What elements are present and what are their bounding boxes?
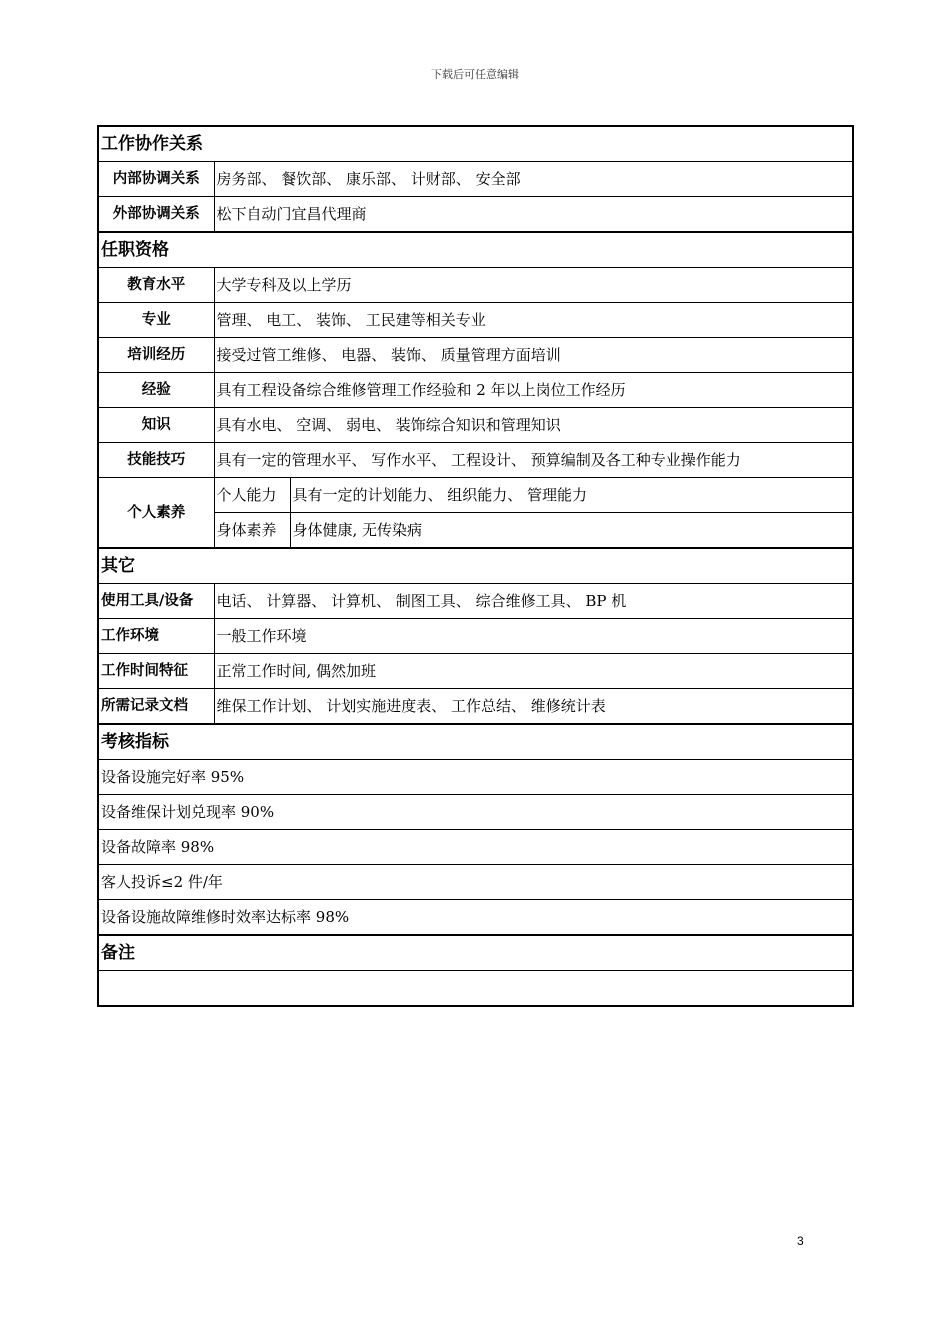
sub-label: 个人能力 <box>214 478 290 513</box>
section-heading: 任职资格 <box>98 232 853 268</box>
kpi-item: 设备设施完好率 95% <box>98 760 853 795</box>
table-row <box>98 478 853 513</box>
section-kpi <box>98 724 853 760</box>
list-item <box>98 795 853 830</box>
kpi-item: 设备故障率 98% <box>98 830 853 865</box>
remarks-value <box>98 971 853 1007</box>
header-note: 下载后可任意编辑 <box>431 68 519 81</box>
section-heading: 工作协作关系 <box>98 126 853 162</box>
section-qualifications <box>98 232 853 268</box>
list-item <box>98 865 853 900</box>
table-row <box>98 338 853 373</box>
row-value: 松下自动门宜昌代理商 <box>214 197 853 233</box>
row-value: 具有工程设备综合维修管理工作经验和 2 年以上岗位工作经历 <box>214 373 853 408</box>
row-label: 经验 <box>98 373 214 408</box>
table-row <box>98 303 853 338</box>
row-label: 技能技巧 <box>98 443 214 478</box>
page-number: 3 <box>797 1234 804 1248</box>
row-value: 电话、 计算器、 计算机、 制图工具、 综合维修工具、 BP 机 <box>214 584 853 619</box>
row-value: 具有一定的管理水平、 写作水平、 工程设计、 预算编制及各工种专业操作能力 <box>214 443 853 478</box>
row-value: 大学专科及以上学历 <box>214 268 853 303</box>
sub-label: 身体素养 <box>214 513 290 549</box>
table-row <box>98 971 853 1007</box>
row-label: 工作环境 <box>98 619 214 654</box>
table-row <box>98 408 853 443</box>
kpi-item: 设备维保计划兑现率 90% <box>98 795 853 830</box>
row-label: 教育水平 <box>98 268 214 303</box>
row-label: 使用工具/设备 <box>98 584 214 619</box>
list-item <box>98 760 853 795</box>
table-row <box>98 268 853 303</box>
row-label: 专业 <box>98 303 214 338</box>
section-heading: 备注 <box>98 935 853 971</box>
row-value: 接受过管工维修、 电器、 装饰、 质量管理方面培训 <box>214 338 853 373</box>
row-label: 个人素养 <box>98 478 214 549</box>
section-heading: 其它 <box>98 548 853 584</box>
kpi-item: 客人投诉≤2 件/年 <box>98 865 853 900</box>
row-value: 管理、 电工、 装饰、 工民建等相关专业 <box>214 303 853 338</box>
row-value: 具有一定的计划能力、 组织能力、 管理能力 <box>290 478 853 513</box>
section-other <box>98 548 853 584</box>
table-row <box>98 443 853 478</box>
row-label: 培训经历 <box>98 338 214 373</box>
kpi-item: 设备设施故障维修时效率达标率 98% <box>98 900 853 936</box>
row-value: 身体健康, 无传染病 <box>290 513 853 549</box>
list-item <box>98 830 853 865</box>
table-row <box>98 584 853 619</box>
section-remarks <box>98 935 853 971</box>
table-row <box>98 689 853 725</box>
table-row <box>98 162 853 197</box>
table-row <box>98 197 853 233</box>
list-item <box>98 900 853 936</box>
row-value: 一般工作环境 <box>214 619 853 654</box>
row-value: 正常工作时间, 偶然加班 <box>214 654 853 689</box>
row-label: 知识 <box>98 408 214 443</box>
row-label: 所需记录文档 <box>98 689 214 725</box>
section-cooperation <box>98 126 853 162</box>
row-label: 内部协调关系 <box>98 162 214 197</box>
row-value: 具有水电、 空调、 弱电、 装饰综合知识和管理知识 <box>214 408 853 443</box>
row-value: 房务部、 餐饮部、 康乐部、 计财部、 安全部 <box>214 162 853 197</box>
table-row <box>98 373 853 408</box>
row-label: 工作时间特征 <box>98 654 214 689</box>
table-row <box>98 654 853 689</box>
table-row <box>98 619 853 654</box>
row-label: 外部协调关系 <box>98 197 214 233</box>
section-heading: 考核指标 <box>98 724 853 760</box>
row-value: 维保工作计划、 计划实施进度表、 工作总结、 维修统计表 <box>214 689 853 725</box>
job-description-table <box>97 125 854 1007</box>
